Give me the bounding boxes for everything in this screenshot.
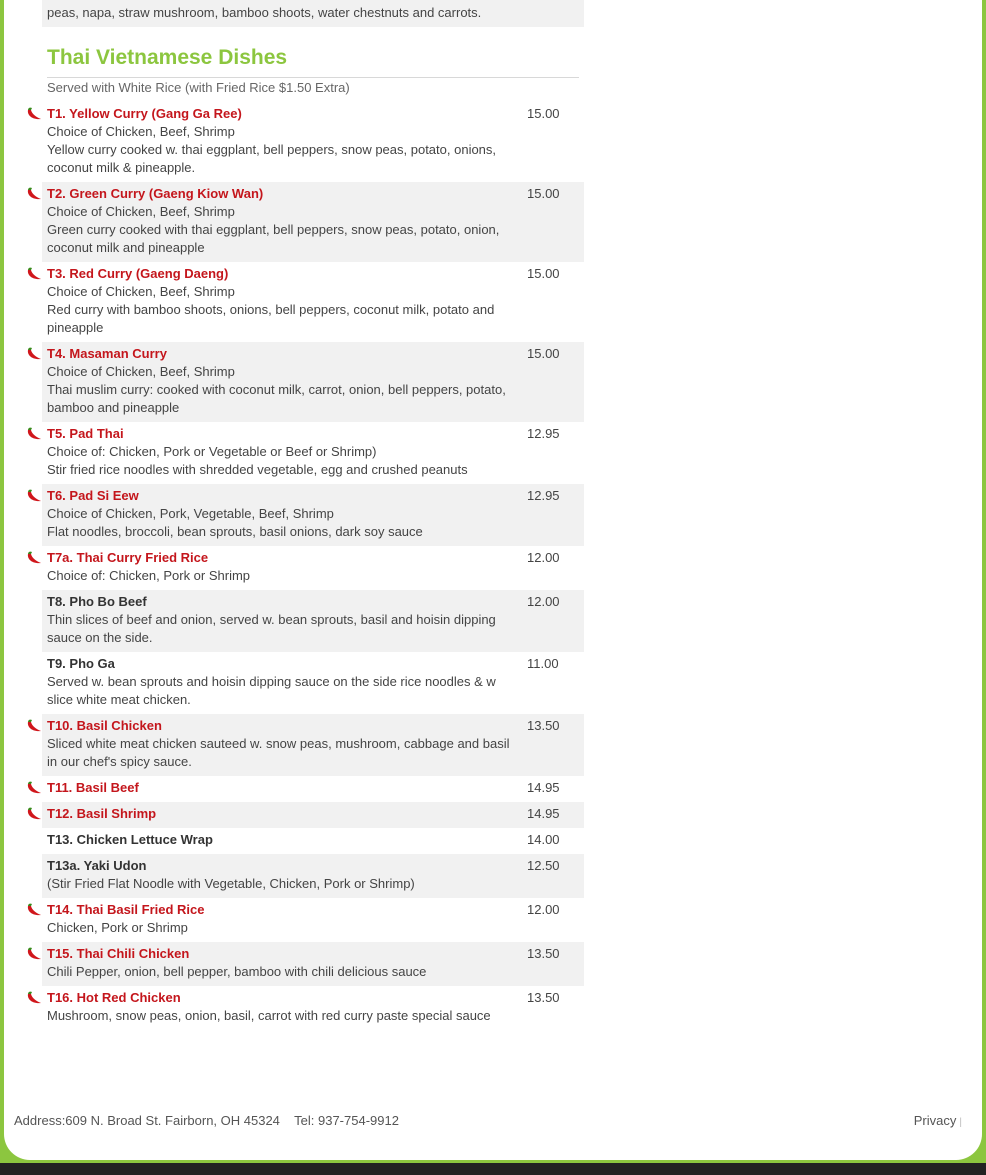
menu-item-name: T16. Hot Red Chicken (47, 990, 181, 1005)
menu-item-description: pineapple (47, 320, 104, 335)
menu-item-info (47, 776, 517, 802)
menu-item-description: Mushroom, snow peas, onion, basil, carrot with red curry paste special sauce (47, 1008, 491, 1023)
footer-separator: | (959, 1117, 962, 1128)
menu-item-row (24, 898, 584, 942)
footer-links (914, 1113, 962, 1131)
chili-pepper-icon (25, 267, 43, 281)
menu-item-description: Green curry cooked with thai eggplant, bell peppers, snow peas, potato, onion, (47, 222, 500, 237)
menu-item-info (47, 802, 517, 828)
menu-item-row (24, 652, 584, 714)
menu-item-row (24, 714, 584, 776)
menu-item-name: T11. Basil Beef (47, 780, 139, 795)
menu-item-price: 15.00 (527, 186, 560, 201)
menu-item-name: T10. Basil Chicken (47, 718, 162, 733)
chili-pepper-icon (25, 947, 43, 961)
menu-item-price: 13.50 (527, 718, 560, 733)
menu-item-row (24, 828, 584, 854)
menu-item-row (24, 986, 584, 1030)
menu-item-name: T12. Basil Shrimp (47, 806, 157, 821)
chili-pepper-icon (25, 187, 43, 201)
menu-item-info (47, 714, 517, 776)
menu-item-description: slice white meat chicken. (47, 692, 191, 707)
menu-item-row (24, 590, 584, 652)
menu-item-description: in our chef's spicy sauce. (47, 754, 192, 769)
menu-item-info (47, 182, 517, 262)
menu-item-name: T4. Masaman Curry (47, 346, 167, 361)
menu-item-description: Choice of: Chicken, Pork or Vegetable or Beef or Shrimp) (47, 444, 377, 459)
menu-item-price: 13.50 (527, 990, 560, 1005)
menu-item-name: T13. Chicken Lettuce Wrap (47, 832, 213, 847)
chili-pepper-icon (25, 719, 43, 733)
menu-item-price: 12.95 (527, 488, 560, 503)
menu-item-row (24, 342, 584, 422)
menu-item-description: Flat noodles, broccoli, bean sprouts, basil onions, dark soy sauce (47, 524, 423, 539)
menu-item-price: 12.50 (527, 858, 560, 873)
menu-item-info (47, 828, 517, 854)
menu-item-name: T7a. Thai Curry Fried Rice (47, 550, 209, 565)
menu-item-name: T5. Pad Thai (47, 426, 124, 441)
footer-address-line (14, 1113, 399, 1129)
footer-address: Address:609 N. Broad St. Fairborn, OH 45324 (14, 1113, 280, 1128)
menu-item-row (24, 182, 584, 262)
menu-item-name: T3. Red Curry (Gaeng Daeng) (47, 266, 229, 281)
menu-item-info (47, 898, 517, 942)
menu-item-description: coconut milk and pineapple (47, 240, 205, 255)
menu-item-info (47, 652, 517, 714)
menu-item-description: Choice of Chicken, Beef, Shrimp (47, 284, 235, 299)
bottom-bar (0, 1163, 986, 1175)
menu-item-description: Yellow curry cooked w. thai eggplant, bell peppers, snow peas, potato, onions, (47, 142, 497, 157)
menu-item-row (24, 262, 584, 342)
menu-item-description: Choice of: Chicken, Pork or Shrimp (47, 568, 251, 583)
menu-item-name: T15. Thai Chili Chicken (47, 946, 190, 961)
previous-item-row (42, 0, 584, 27)
menu-item-description: sauce on the side. (47, 630, 153, 645)
menu-item-description: bamboo and pineapple (47, 400, 180, 415)
menu-item-price: 15.00 (527, 346, 560, 361)
chili-pepper-icon (25, 489, 43, 503)
menu-item-description: Choice of Chicken, Beef, Shrimp (47, 364, 235, 379)
menu-item-info (47, 484, 517, 546)
menu-item-description: Stir fried rice noodles with shredded vegetable, egg and crushed peanuts (47, 462, 468, 477)
chili-pepper-icon (25, 427, 43, 441)
menu-item-price: 12.00 (527, 902, 560, 917)
chili-pepper-icon (25, 903, 43, 917)
menu-item-price: 12.00 (527, 550, 560, 565)
menu-item-description: Choice of Chicken, Beef, Shrimp (47, 124, 235, 139)
menu-item-info (47, 986, 517, 1030)
menu-item-price: 15.00 (527, 106, 560, 121)
menu-item-description: Sliced white meat chicken sauteed w. snow peas, mushroom, cabbage and basil (47, 736, 510, 751)
menu-item-name: T6. Pad Si Eew (47, 488, 139, 503)
menu-item-info (47, 102, 517, 182)
menu-item-name: T2. Green Curry (Gaeng Kiow Wan) (47, 186, 264, 201)
menu-item-info (47, 422, 517, 484)
menu-item-name: T1. Yellow Curry (Gang Ga Ree) (47, 106, 242, 121)
privacy-link[interactable]: Privacy (913, 1113, 957, 1128)
menu-item-info (47, 546, 517, 590)
menu-item-description: Choice of Chicken, Pork, Vegetable, Beef, Shrimp (47, 506, 334, 521)
section-divider (47, 77, 579, 78)
menu-item-row (24, 102, 584, 182)
menu-item-description: Chicken, Pork or Shrimp (47, 920, 188, 935)
section-title: Thai Vietnamese Dishes (47, 46, 288, 69)
menu-item-row (24, 854, 584, 898)
menu-item-row (24, 942, 584, 986)
menu-item-price: 11.00 (527, 656, 559, 671)
menu-item-row (24, 484, 584, 546)
menu-item-description: Served w. bean sprouts and hoisin dipping sauce on the side rice noodles & w (47, 674, 496, 689)
menu-item-name: T14. Thai Basil Fried Rice (47, 902, 205, 917)
menu-item-name: T8. Pho Bo Beef (47, 594, 147, 609)
menu-item-description: Thin slices of beef and onion, served w. bean sprouts, basil and hoisin dipping (47, 612, 496, 627)
menu-item-description: coconut milk & pineapple. (47, 160, 196, 175)
menu-item-info (47, 342, 517, 422)
menu-item-row (24, 422, 584, 484)
menu-item-description: (Stir Fried Flat Noodle with Vegetable, Chicken, Pork or Shrimp) (47, 876, 415, 891)
chili-pepper-icon (25, 551, 43, 565)
menu-item-row (24, 802, 584, 828)
menu-item-price: 15.00 (527, 266, 560, 281)
menu-item-description: Choice of Chicken, Beef, Shrimp (47, 204, 235, 219)
menu-item-price: 12.95 (527, 426, 560, 441)
menu-item-price: 14.95 (527, 806, 560, 821)
menu-item-info (47, 590, 517, 652)
menu-item-name: T9. Pho Ga (47, 656, 115, 671)
menu-item-row (24, 546, 584, 590)
chili-pepper-icon (25, 347, 43, 361)
menu-item-description: Thai muslim curry: cooked with coconut milk, carrot, onion, bell peppers, potato, (47, 382, 506, 397)
section-subtitle: Served with White Rice (with Fried Rice $1.50 Extra) (47, 80, 350, 95)
menu-list (24, 102, 584, 1030)
menu-item-price: 13.50 (527, 946, 560, 961)
menu-item-info (47, 262, 517, 342)
chili-pepper-icon (25, 807, 43, 821)
menu-item-info (47, 854, 517, 898)
menu-item-row (24, 776, 584, 802)
menu-item-description: Red curry with bamboo shoots, onions, bell peppers, coconut milk, potato and (47, 302, 495, 317)
chili-pepper-icon (25, 991, 43, 1005)
previous-item-description: peas, napa, straw mushroom, bamboo shoots, water chestnuts and carrots. (47, 5, 482, 20)
menu-item-price: 14.95 (527, 780, 560, 795)
footer-phone: Tel: 937-754-9912 (294, 1113, 399, 1128)
menu-item-description: Chili Pepper, onion, bell pepper, bamboo with chili delicious sauce (47, 964, 427, 979)
chili-pepper-icon (25, 781, 43, 795)
menu-item-info (47, 942, 517, 986)
menu-item-price: 14.00 (527, 832, 560, 847)
chili-pepper-icon (25, 107, 43, 121)
menu-item-price: 12.00 (527, 594, 560, 609)
menu-item-name: T13a. Yaki Udon (47, 858, 147, 873)
